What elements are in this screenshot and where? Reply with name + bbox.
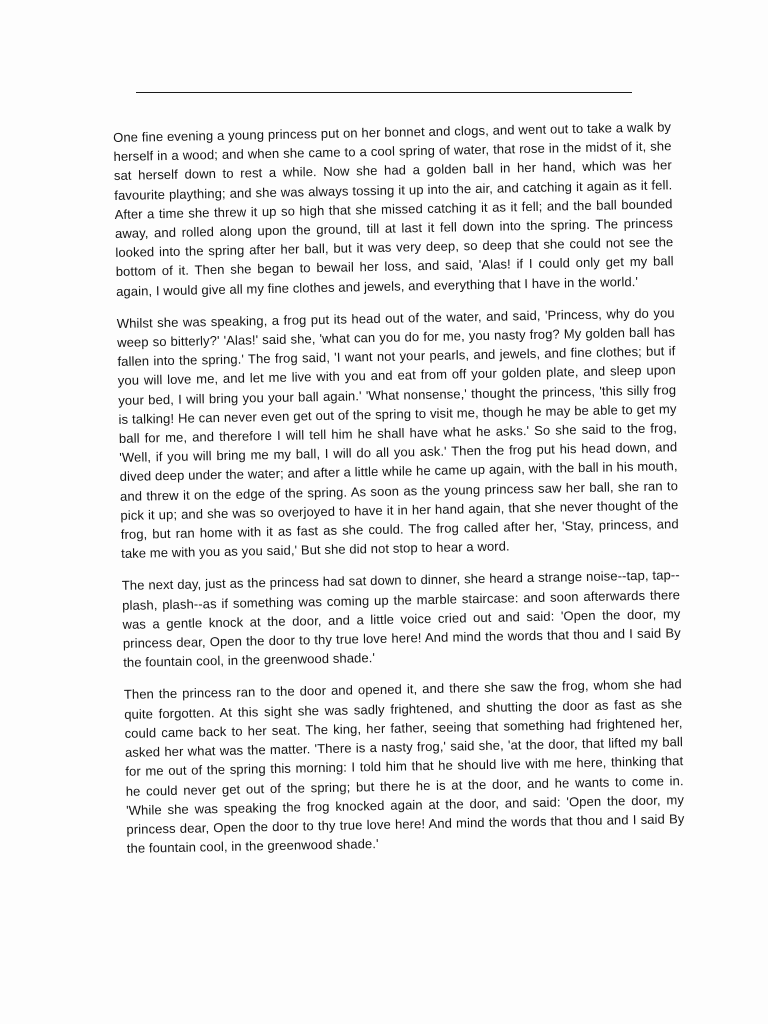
header-rule: [136, 92, 632, 93]
body-text: [113, 117, 685, 858]
paragraph-4: Then the princess ran to the door and opened it, and there she saw the frog, whom she had quite forgotten. At this sight she was sadly frightened, and shutting the door as fast as she could came back to her seat. The king, her father, seeing that something had frightened her, asked her what was the matter. 'There is a nasty frog,' said she, 'at the door, that lifted my ball for me out of the spring this morning: I told him that he should live with me here, thinking that he could never get out of the spring; but there he is at the door, and he wants to come in. 'While she was speaking the frog knocked again at the door, and said: 'Open the door, my princess dear, Open the door to thy true love here! And mind the words that thou and I said By the fountain cool, in the greenwood shade.': [123, 676, 685, 856]
paragraph-1: One fine evening a young princess put on her bonnet and clogs, and went out to take a walk by herself in a wood; and when she came to a cool spring of water, that rose in the midst of it, she sat herself down to rest a while. Now she had a golden ball in her hand, which was her favourite plaything; and she was always tossing it up into the air, and catching it again as it fell. After a time she threw it up so high that she missed catching it as it fell; and the ball bounded away, and rolled along upon the ground, till at last it fell down into the spring. The princess looked into the spring after her ball, but it was very deep, so deep that she could not see the bottom of it. Then she began to bewail her loss, and said, 'Alas! if I could only get my ball again, I would give all my fine clothes and jewels, and everything that I have in the world.': [113, 119, 674, 299]
paragraph-3: The next day, just as the princess had sat down to dinner, she heard a strange noise--tap, tap--plash, plash--as if something was coming up the marble staircase: and soon afterwards there was a gentle knock at the door, and a little voice cried out and said: 'Open the door, my princess dear, Open the door to thy true love here! And mind the words that thou and I said By the fountain cool, in the greenwood shade.': [121, 567, 681, 671]
paragraph-2: Whilst she was speaking, a frog put its head out of the water, and said, 'Princess, why do you weep so bitterly?' 'Alas!' said she, 'what can you do for me, you nasty frog? My golden ball has fallen into the spring.' The frog said, 'I want not your pearls, and jewels, and fine clothes; but if you will love me, and let me live with you and eat from off your golden plate, and sleep upon your bed, I will bring you your ball again.' 'What nonsense,' thought the princess, 'this silly frog is talking! He can never even get out of the spring to visit me, though he may be able to get my ball for me, and therefore I will tell him he shall have what he asks.' So she said to the frog, 'Well, if you will bring me my ball, I will do all you ask.' Then the frog put his head down, and dived deep under the water; and after a little while he came up again, with the ball in his mouth, and threw it on the edge of the spring. As soon as the young princess saw her ball, she ran to pick it up; and she was so overjoyed to have it in her hand again, that she never thought of the frog, but ran home with it as fast as she could. The frog called after her, 'Stay, princess, and take me with you as you said,' But she did not stop to hear a word.: [116, 305, 679, 562]
